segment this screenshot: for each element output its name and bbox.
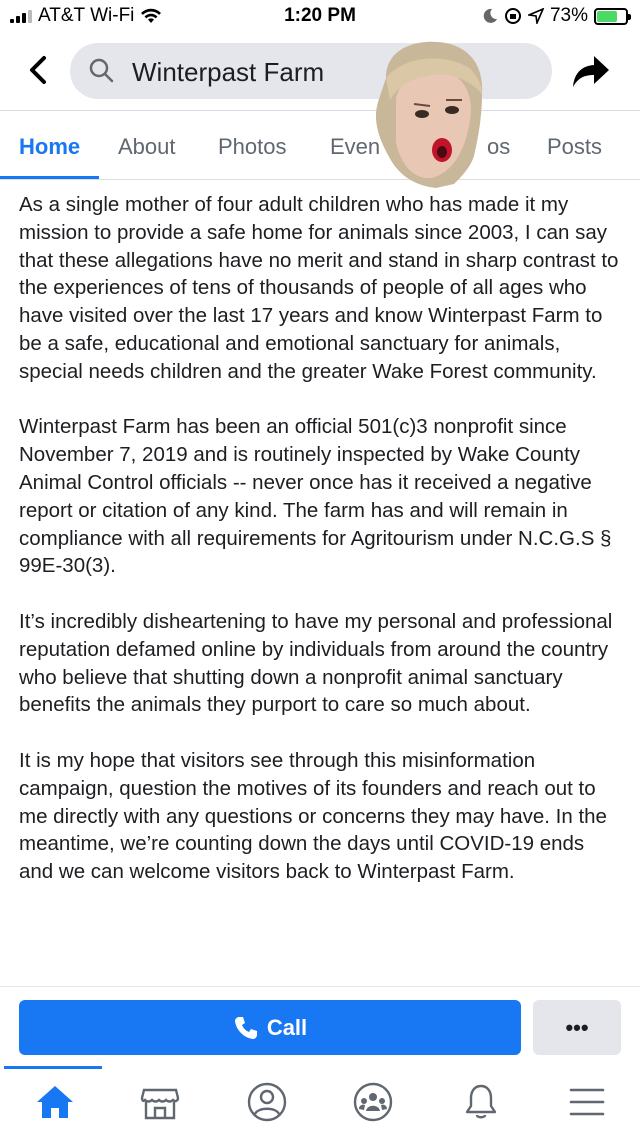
post-paragraph: It is my hope that visitors see through this misinformation campaign, question the motives of its founders and reach out to me directly with any questions or concerns they may have. In the meantime, we’re counting down the days until COVID-19 ends and we can welcome visitors back to Winterpast Farm. bbox=[19, 748, 607, 884]
tab-posts[interactable]: Posts bbox=[547, 134, 603, 159]
clock: 1:20 PM bbox=[284, 5, 356, 26]
battery-fill bbox=[597, 11, 617, 22]
tab-photos[interactable]: Photos bbox=[218, 134, 287, 159]
more-options-icon: ••• bbox=[565, 1014, 589, 1040]
search-query: Winterpast Farm bbox=[132, 57, 325, 87]
search-icon bbox=[86, 55, 118, 87]
tabs-divider bbox=[0, 179, 640, 180]
bottom-navigation bbox=[0, 1066, 640, 1136]
carrier-label: AT&T Wi-Fi bbox=[38, 5, 135, 26]
tab-about[interactable]: About bbox=[118, 134, 176, 159]
battery-icon bbox=[594, 8, 628, 25]
active-nav-indicator bbox=[4, 1066, 102, 1069]
call-label: Call bbox=[266, 1014, 308, 1040]
profile-icon[interactable] bbox=[245, 1080, 289, 1124]
marketplace-icon[interactable] bbox=[138, 1080, 182, 1124]
post-body bbox=[19, 191, 624, 914]
tab-events[interactable]: Even bbox=[330, 134, 381, 159]
phone-icon bbox=[233, 1015, 259, 1041]
back-chevron-icon[interactable] bbox=[18, 50, 58, 90]
status-bar bbox=[0, 0, 640, 34]
action-divider bbox=[0, 986, 640, 987]
groups-icon[interactable] bbox=[351, 1080, 395, 1124]
header-divider bbox=[0, 110, 640, 111]
home-icon[interactable] bbox=[33, 1080, 77, 1124]
menu-icon[interactable] bbox=[565, 1080, 609, 1124]
tab-home[interactable]: Home bbox=[19, 134, 81, 159]
more-options-button[interactable] bbox=[533, 1000, 621, 1055]
location-arrow-icon bbox=[528, 8, 544, 24]
page-tabs bbox=[0, 124, 640, 180]
call-button[interactable] bbox=[19, 1000, 521, 1055]
orientation-lock-icon bbox=[504, 7, 522, 25]
do-not-disturb-icon bbox=[482, 8, 498, 24]
post-paragraph: As a single mother of four adult children who has made it my mission to provide a safe home for animals since 2003, I can say that these allegations have no merit and stand in sharp contrast to the experiences of tens of thousands of people of all ages who have visited over the last 17 years and know Winterpast Farm to be a safe, educational and emotional sanctuary for animals, special needs children and the greater Wake Forest community. bbox=[19, 193, 619, 383]
share-arrow-icon[interactable] bbox=[570, 50, 612, 92]
post-paragraph: Winterpast Farm has been an official 501(c)3 nonprofit since November 7, 2019 and is routinely inspected by Wake County Animal Control officials -- never once has it received a negative report or citation of any kind. The farm has and will remain in compliance with all requirements for Agritourism under N.C.G.S § 99E-30(3). bbox=[19, 415, 612, 578]
face-sticker-image bbox=[366, 38, 488, 188]
post-paragraph: It’s incredibly disheartening to have my personal and professional reputation defamed online by individuals from around the country who believe that shutting down a nonprofit animal sanctuary benefits the animals they purport to care so much about. bbox=[19, 609, 613, 717]
battery-percent: 73% bbox=[549, 5, 588, 26]
tab-videos[interactable]: os bbox=[487, 134, 511, 159]
page-header bbox=[0, 38, 640, 104]
notifications-bell-icon[interactable] bbox=[459, 1080, 503, 1124]
status-right bbox=[482, 5, 628, 27]
